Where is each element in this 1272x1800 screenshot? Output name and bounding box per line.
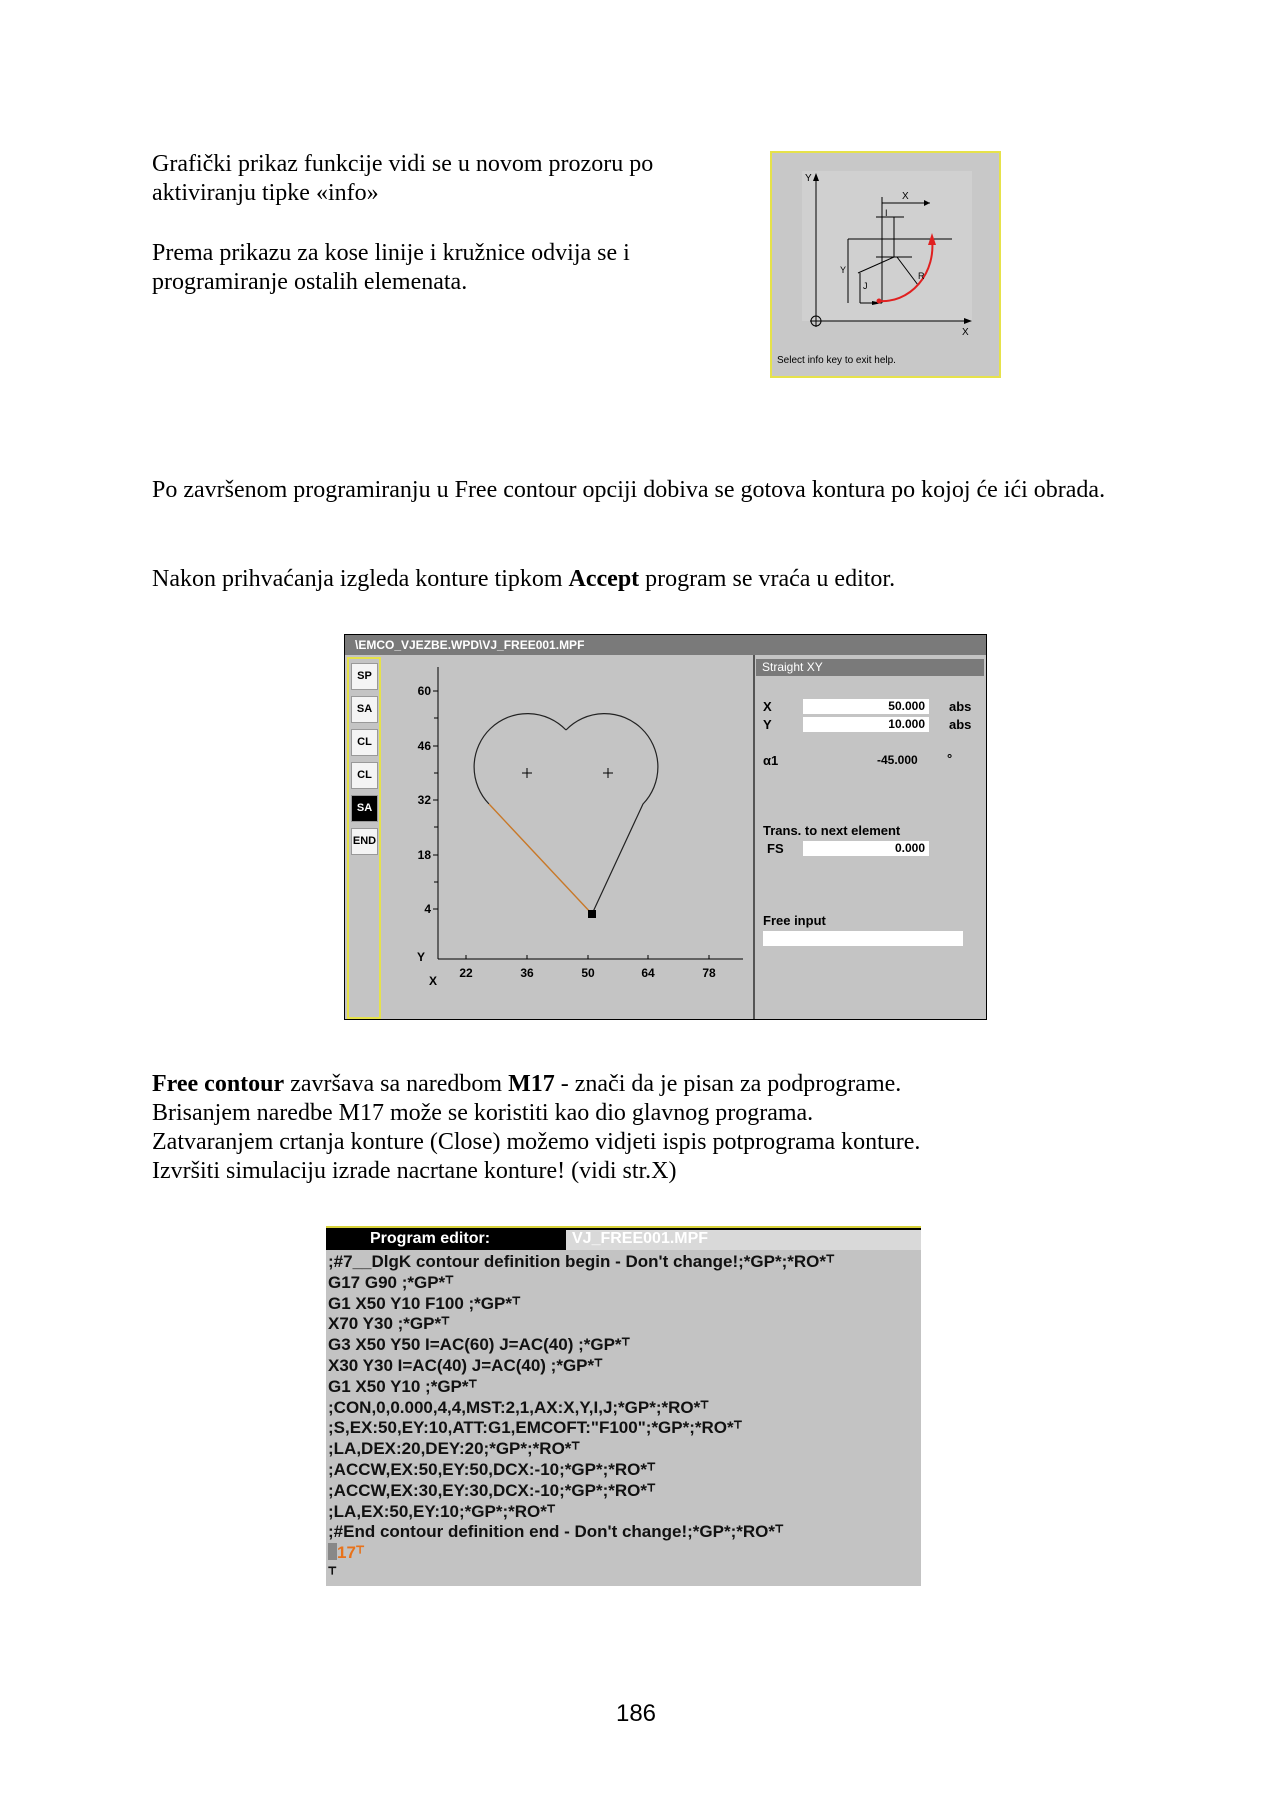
editor-title: Program editor:: [370, 1230, 491, 1247]
fs-label: FS: [767, 841, 784, 856]
contour-plot: [383, 657, 753, 1019]
free-input-field[interactable]: [763, 931, 963, 946]
x-input[interactable]: 50.000: [803, 699, 929, 714]
contour-arc-left: [474, 714, 566, 804]
text-cursor: [328, 1543, 337, 1560]
y-input[interactable]: 10.000: [803, 717, 929, 732]
panel-title: Straight XY: [756, 659, 984, 676]
x-tick-36: 36: [520, 966, 534, 980]
free-contour-keyword: Free contour: [152, 1071, 285, 1097]
info-diagram: [772, 153, 999, 376]
sidebar-btn-sp[interactable]: SP: [351, 663, 378, 690]
m17-text-2: - znači da je pisan za podprograme.: [554, 1071, 902, 1097]
sidebar-btn-sa-active[interactable]: SA: [351, 795, 378, 822]
dim-r-label: R: [918, 271, 925, 281]
accept-keyword: Accept: [568, 566, 640, 592]
free-contour-screen: [344, 634, 987, 1020]
m17-line-1: [152, 1070, 1132, 1099]
alpha-label: α1: [763, 753, 779, 768]
m17-code: 17⸆: [337, 1543, 365, 1563]
y-label: Y: [763, 717, 772, 732]
editor-code[interactable]: [328, 1252, 835, 1585]
code-line: X70 Y30 ;*GP*⸆: [328, 1314, 450, 1334]
elements-paragraph: Prema prikazu za kose linije i kružnice odvija se i programiranje ostalih elemenata.: [152, 240, 630, 295]
x-tick-64: 64: [641, 966, 655, 980]
free-contour-paragraph: Po završenom programiranju u Free contour opciji dobiva se gotova kontura po kojoj će ići obrada.: [152, 477, 1106, 503]
code-line: ;#7__DlgK contour definition begin - Don't change!;*GP*;*RO*⸆: [328, 1252, 835, 1271]
accept-text-pre: Nakon prihvaćanja izgleda konture tipkom: [152, 566, 569, 592]
info-help-figure: [770, 151, 1001, 378]
free-input-label: Free input: [763, 913, 826, 928]
code-line-m17: [328, 1543, 835, 1564]
y-tick-46: 46: [417, 739, 431, 753]
m17-line-2: Brisanjem naredbe M17 može se koristiti kao dio glavnog programa.: [152, 1100, 814, 1126]
sidebar-btn-cl[interactable]: CL: [351, 729, 378, 756]
accept-paragraph: [152, 565, 1112, 594]
y-unit: abs: [949, 717, 972, 732]
window-title: \EMCO_VJEZBE.WPD\VJ_FREE001.MPF: [345, 635, 986, 655]
m17-line-3: Zatvaranjem crtanja konture (Close) možemo vidjeti ispis potprograma konture.: [152, 1129, 921, 1155]
page-number: 186: [615, 1700, 657, 1727]
contour-line-right: [566, 714, 658, 914]
y-tick-60: 60: [417, 684, 431, 698]
code-line: ;#End contour definition end - Don't change!;*GP*;*RO*⸆: [328, 1522, 784, 1542]
code-line: ;CON,0,0.000,4,4,MST:2,1,AX:X,Y,I,J;*GP*;*RO*⸆: [328, 1397, 709, 1417]
alpha-unit: °: [947, 751, 953, 766]
sidebar-btn-sa[interactable]: SA: [351, 696, 378, 723]
x-tick-22: 22: [459, 966, 473, 980]
y-tick-18: 18: [417, 848, 431, 862]
code-line: G3 X50 Y50 I=AC(60) J=AC(40) ;*GP*⸆: [328, 1335, 631, 1355]
code-line: G17 G90 ;*GP*⸆: [328, 1272, 454, 1292]
m17-line-4: Izvršiti simulaciju izrade nacrtane konture! (vidi str.X): [152, 1158, 677, 1184]
program-editor: [326, 1226, 921, 1586]
code-line: ;LA,EX:50,EY:10;*GP*;*RO*⸆: [328, 1501, 556, 1521]
m17-keyword: M17: [508, 1071, 555, 1097]
y-tick-32: 32: [417, 793, 431, 807]
dim-x-label: X: [902, 191, 909, 202]
dim-y-label: Y: [840, 265, 847, 275]
x-label: X: [763, 699, 772, 714]
x-tick-50: 50: [581, 966, 595, 980]
code-line: X30 Y30 I=AC(40) J=AC(40) ;*GP*⸆: [328, 1355, 603, 1375]
code-line: ⸆: [328, 1563, 337, 1583]
plot-y-label: Y: [417, 950, 426, 964]
code-line: G1 X50 Y10 ;*GP*⸆: [328, 1376, 477, 1396]
sidebar-btn-cl-2[interactable]: CL: [351, 762, 378, 789]
x-tick-78: 78: [702, 966, 716, 980]
editor-file: VJ_FREE001.MPF: [566, 1230, 921, 1250]
code-line: ;ACCW,EX:30,EY:30,DCX:-10;*GP*;*RO*⸆: [328, 1480, 656, 1500]
axis-x-label: X: [962, 327, 969, 338]
element-sidebar: [347, 657, 381, 1019]
panel-divider: [753, 655, 755, 1019]
start-point-marker: [588, 910, 596, 918]
axis-y-label: Y: [805, 173, 812, 184]
accept-text-post: program se vraća u editor.: [639, 566, 896, 592]
code-line: ;S,EX:50,EY:10,ATT:G1,EMCOFT:"F100";*GP*;*RO*⸆: [328, 1418, 743, 1438]
fs-input[interactable]: 0.000: [803, 841, 929, 856]
plot-x-label: X: [429, 974, 438, 988]
intro-paragraph: Grafički prikaz funkcije vidi se u novom prozoru po aktiviranju tipke «info»: [152, 151, 654, 206]
dim-j-label: J: [863, 281, 868, 291]
m17-paragraph: [152, 1070, 1132, 1186]
alpha-value[interactable]: -45.000: [877, 753, 918, 767]
code-line: ;ACCW,EX:50,EY:50,DCX:-10;*GP*;*RO*⸆: [328, 1459, 656, 1479]
active-segment: [489, 804, 592, 914]
help-text: Select info key to exit help.: [777, 355, 896, 366]
code-line: G1 X50 Y10 F100 ;*GP*⸆: [328, 1293, 521, 1313]
code-line: ;LA,DEX:20,DEY:20;*GP*;*RO*⸆: [328, 1439, 580, 1459]
dim-i-label: I: [885, 208, 888, 218]
m17-text-1: završava sa naredbom: [284, 1071, 509, 1097]
editor-header: [326, 1228, 921, 1250]
y-tick-4: 4: [424, 902, 431, 916]
trans-label: Trans. to next element: [763, 823, 901, 838]
x-unit: abs: [949, 699, 972, 714]
sidebar-btn-end[interactable]: END: [351, 828, 378, 855]
